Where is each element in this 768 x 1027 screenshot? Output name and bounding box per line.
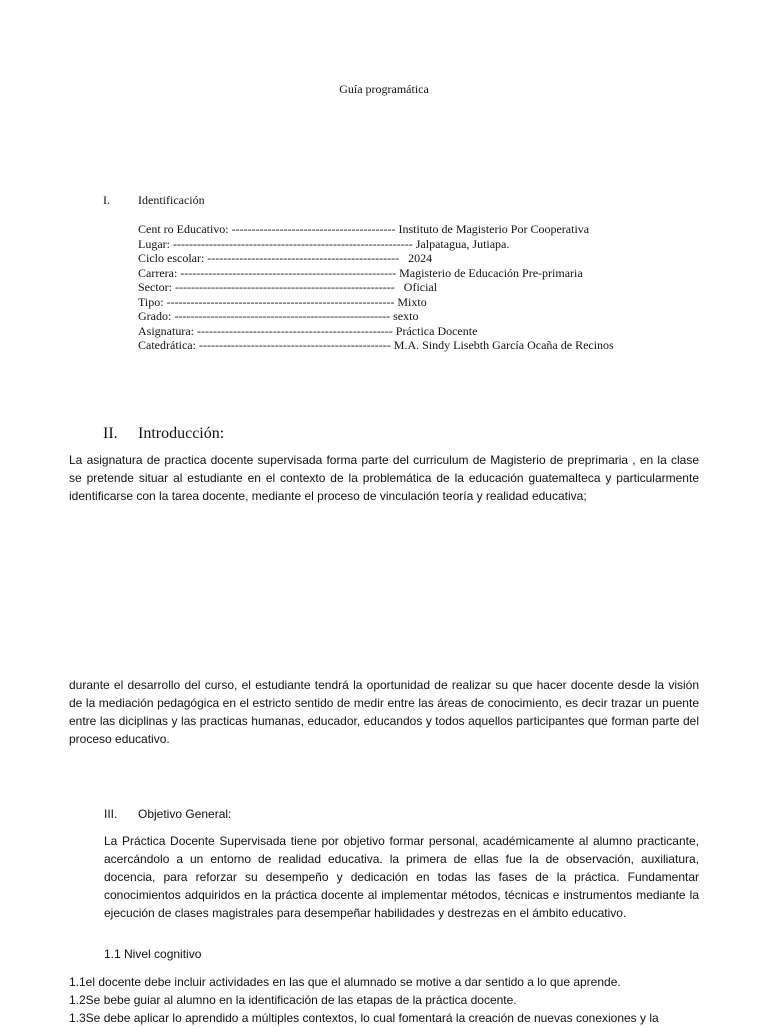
identification-row-sector: Sector: ------------------------------------------------------- Oficial xyxy=(138,280,438,294)
identification-row-grado: Grado: ------------------------------------------------------ sexto xyxy=(138,309,419,323)
introduction-paragraph-1: La asignatura de practica docente supervisada forma parte del curriculum de Magisterio de preprimaria , en la clase se pretende situar al estudiante en el contexto de la problemática de la educación guatemalteca y particularmente identificarse con la tarea docente, mediante el proceso de vinculación teoría y realidad educativa; xyxy=(69,453,699,503)
list-item: 1.3Se debe aplicar lo aprendido a múltiples contextos, lo cual fomentará la creación de nuevas conexiones y la xyxy=(69,1011,659,1025)
section-2-heading: Introducción: xyxy=(138,425,225,442)
identification-row-catedratica: Catedrática: ------------------------------------------------ M.A. Sindy Lisebth García Ocaña de Recinos xyxy=(138,338,614,352)
identification-list xyxy=(138,222,614,353)
identification-row-carrera: Carrera: ------------------------------------------------------ Magisterio de Educación Pre-primaria xyxy=(138,265,583,280)
identification-row-centro-educativo: Cent ro Educativo: ----------------------------------------- Instituto de Magisterio Por Cooperativa xyxy=(138,222,590,236)
section-2-number: II. xyxy=(103,425,118,442)
nivel-cognitivo-heading: 1.1 Nivel cognitivo xyxy=(104,947,202,961)
identification-row-ciclo-escolar: Ciclo escolar: ------------------------------------------------ 2024 xyxy=(138,251,433,265)
identification-row-tipo: Tipo: --------------------------------------------------------- Mixto xyxy=(138,294,427,309)
objective-paragraph: La Práctica Docente Supervisada tiene por objetivo formar personal, académicamente al alumno practicante, acercándolo a un entorno de realidad educativa. la primera de ellas fue la de observación, auxiliatura, docencia, para reforzar su desempeño y dedicación en todas las fases de la práctica. Fundamentar conocimientos adquiridos en la práctica docente al implementar métodos, técnicas e instrumentos mediante la ejecución de clases magistrales para desempeñar habilidades y destrezas en el ámbito educativo. xyxy=(104,834,699,920)
identification-row-asignatura: Asignatura: ------------------------------------------------- Práctica Docente xyxy=(138,323,478,338)
identification-row-lugar: Lugar: ------------------------------------------------------------ Jalpatagua, Jutiapa. xyxy=(138,236,510,251)
list-item: 1.1el docente debe incluir actividades en las que el alumnado se motive a dar sentido a lo que aprende. xyxy=(69,975,621,989)
section-3-number: III. xyxy=(104,807,118,821)
introduction-paragraph-2: durante el desarrollo del curso, el estudiante tendrá la oportunidad de realizar su que hacer docente desde la visión de la mediación pedagógica en el estricto sentido de medir entre las áreas de conocimiento, es decir trazar un puente entre las diciplinas y las practicas humanas, educador, educandos y todos aquellos participantes que forman parte del proceso educativo. xyxy=(69,678,699,746)
section-1-number: I. xyxy=(103,193,110,207)
section-1-heading: Identificación xyxy=(138,193,205,207)
section-3-heading: Objetivo General: xyxy=(138,807,232,821)
list-item: 1.2Se bebe guiar al alumno en la identificación de las etapas de la práctica docente. xyxy=(69,993,517,1007)
document-title: Guía programática xyxy=(339,82,429,96)
nivel-cognitivo-list xyxy=(69,973,659,1027)
